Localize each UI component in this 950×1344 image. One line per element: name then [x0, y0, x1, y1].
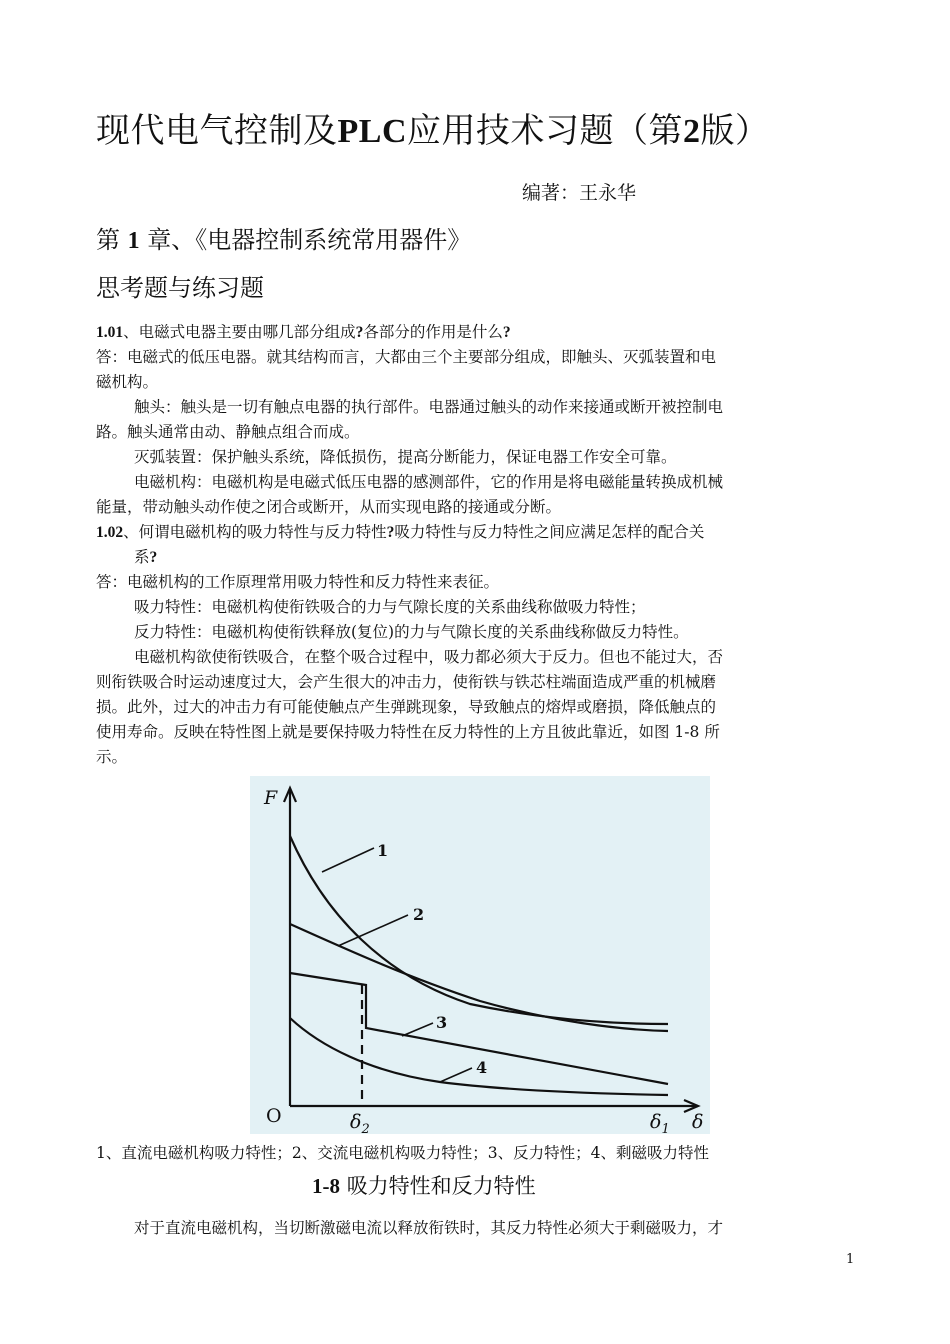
title-part: 应用技术习题（第: [407, 111, 683, 151]
curve-label-1: 1: [377, 841, 389, 860]
answer-line: 路。触头通常由动、静触点组合而成。: [96, 423, 360, 441]
answer-line: 能量，带动触头动作使之闭合或断开，从而实现电路的接通或分断。: [96, 498, 562, 516]
curve-1: [290, 836, 668, 1024]
question-1-02-cont: [134, 545, 157, 570]
answer-line: 吸力特性：电磁机构使衔铁吸合的力与气隙长度的关系曲线称做吸力特性；: [134, 598, 646, 616]
axis-y-label: F: [264, 787, 278, 809]
delta2-symbol: δ: [350, 1111, 362, 1133]
answer-line: 答：电磁式的低压电器。就其结构而言，大都由三个主要部分组成，即触头、灭弧装置和电: [96, 348, 717, 366]
question-1-01: [96, 320, 511, 345]
leader-line-3: [402, 1023, 433, 1036]
question-mark: ?: [149, 549, 158, 566]
curve-label-3: 3: [436, 1013, 448, 1032]
chapter-heading: [96, 220, 471, 255]
question-text: 、何谓电磁机构的吸力特性与反力特性: [123, 523, 387, 541]
chapter-part: 第: [96, 226, 120, 254]
answer-line: 则衔铁吸合时运动速度过大，会产生很大的冲击力，使衔铁与铁芯柱端面造成严重的机械磨: [96, 673, 717, 691]
answer-line: 使用寿命。反映在特性图上就是要保持吸力特性在反力特性的上方且彼此靠近，如图 1-8 所: [96, 723, 720, 741]
origin-label: O: [266, 1105, 282, 1127]
chapter-part: 章、《电器控制系统常用器件》: [147, 226, 472, 254]
delta2-subscript: 2: [361, 1122, 370, 1134]
leader-line-4: [440, 1068, 472, 1082]
answer-line: 灭弧装置：保护触头系统，降低损伤，提高分断能力，保证电器工作安全可靠。: [134, 448, 677, 466]
axis-x-label: δ: [692, 1111, 704, 1133]
delta1-symbol: δ: [650, 1111, 662, 1133]
delta2-label: [350, 1111, 370, 1134]
question-mark: ?: [386, 524, 395, 541]
answer-line: 触头：触头是一切有触点电器的执行部件。电器通过触头的动作来接通或断开被控制电: [134, 398, 724, 416]
question-text: 系: [134, 548, 150, 566]
question-mark: ?: [502, 324, 511, 341]
paragraph-line: 对于直流电磁机构，当切断激磁电流以释放衔铁时，其反力特性必须大于剩磁吸力，才: [134, 1219, 724, 1237]
document-title: [96, 103, 770, 152]
curve-2: [290, 924, 668, 1031]
chapter-number: 1: [127, 228, 140, 254]
delta1-subscript: 1: [661, 1122, 670, 1134]
figure-number: 1-8: [312, 1174, 340, 1198]
curve-label-2: 2: [413, 905, 425, 924]
delta1-label: [650, 1111, 670, 1134]
question-number: 1.02: [96, 524, 124, 541]
answer-line: 答：电磁机构的工作原理常用吸力特性和反力特性来表征。: [96, 573, 500, 591]
title-part-bold: PLC: [337, 113, 407, 150]
question-number: 1.01: [96, 324, 124, 341]
question-mark: ?: [355, 324, 364, 341]
leader-line-2: [338, 915, 408, 946]
answer-line: 反力特性：电磁机构使衔铁释放(复位)的力与气隙长度的关系曲线称做反力特性。: [134, 623, 689, 641]
question-text: 吸力特性与反力特性之间应满足怎样的配合关: [394, 523, 705, 541]
curve-label-4: 4: [476, 1058, 488, 1077]
section-heading: 思考题与练习题: [96, 274, 264, 302]
title-part: 现代电气控制及: [96, 111, 338, 151]
figure-title: 吸力特性和反力特性: [346, 1174, 536, 1198]
page-number: 1: [846, 1252, 855, 1267]
figure-caption: [312, 1170, 536, 1200]
question-text: 、电磁式电器主要由哪几部分组成: [123, 323, 356, 341]
answer-line: 电磁机构欲使衔铁吸合，在整个吸合过程中，吸力都必须大于反力。但也不能过大，否: [134, 648, 724, 666]
leader-line-1: [322, 848, 374, 872]
answer-line: 磁机构。: [96, 373, 159, 391]
title-part-bold: 2: [683, 113, 701, 150]
title-part: 版）: [700, 111, 770, 151]
question-1-02: [96, 520, 704, 545]
answer-line: 示。: [96, 748, 128, 766]
figure-characteristics-diagram: [250, 776, 710, 1134]
question-text: 各部分的作用是什么: [363, 323, 503, 341]
answer-line: 电磁机构：电磁机构是电磁式低压电器的感测部件，它的作用是将电磁能量转换成机械: [134, 473, 724, 491]
characteristics-diagram-svg: [250, 776, 710, 1134]
author-line: 编著：王永华: [522, 182, 637, 204]
curve-4: [290, 1018, 668, 1095]
figure-legend: 1、直流电磁机构吸力特性；2、交流电磁机构吸力特性；3、反力特性；4、剩磁吸力特性: [96, 1144, 709, 1162]
answer-line: 损。此外，过大的冲击力有可能使触点产生弹跳现象，导致触点的熔焊或磨损，降低触点的: [96, 698, 717, 716]
